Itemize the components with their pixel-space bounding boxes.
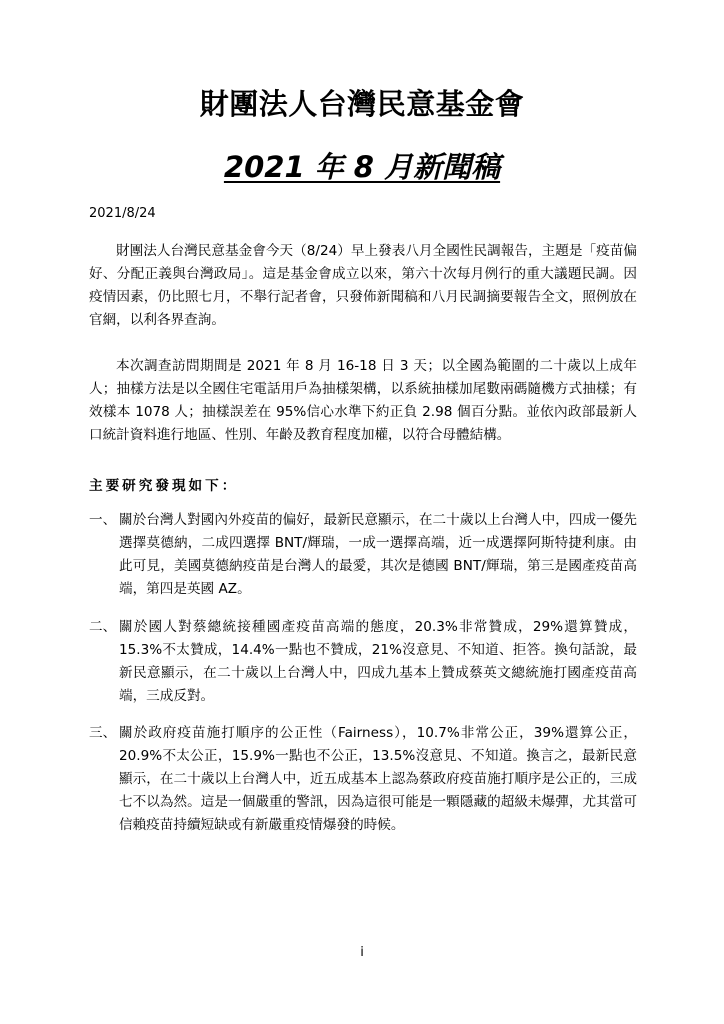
finding-text: 關於國人對蔡總統接種國產疫苗高端的態度，20.3%非常贊成，29%還算贊成，15.3%不太贊成，14.4%一點也不贊成，21%沒意見、不知道、拒答。換句話說，最新民意顯示，在二十歲以上台灣人中，四成九基本上贊成蔡英文總統施打國產疫苗高端，三成反對。 xyxy=(119,619,637,704)
intro-paragraph: 財團法人台灣民意基金會今天（8/24）早上發表八月全國性民調報告，主題是「疫苗偏好、分配正義與台灣政局」。這是基金會成立以來，第六十次每月例行的重大議題民調。因疫情因素，仍比照七月，不舉行記者會，只發佈新聞稿和八月民調摘要報告全文，照例放在官網，以利各界查詢。 xyxy=(89,243,637,328)
document-subtitle: 2021 年 8 月新聞稿 xyxy=(223,150,501,184)
finding-item xyxy=(89,722,637,837)
findings-heading: 主要研究發現如下： xyxy=(89,478,239,494)
finding-number: 一、 xyxy=(89,512,117,528)
finding-number: 二、 xyxy=(89,619,117,635)
release-date: 2021/8/24 xyxy=(89,206,156,221)
page-number: i xyxy=(360,945,364,960)
finding-text: 關於台灣人對國內外疫苗的偏好，最新民意顯示，在二十歲以上台灣人中，四成一優先選擇莫德納，二成四選擇 BNT/輝瑞，一成一選擇高端，近一成選擇阿斯特捷利康。由此可見，美國莫德納疫苗是台灣人的最愛，其次是德國 BNT/輝瑞，第三是國產疫苗高端，第四是英國 AZ。 xyxy=(119,512,637,597)
methodology-paragraph: 本次調查訪問期間是 2021 年 8 月 16-18 日 3 天；以全國為範圍的二十歲以上成年人；抽樣方法是以全國住宅電話用戶為抽樣架構，以系統抽樣加尾數兩碼隨機方式抽樣；有效樣本 1078 人；抽樣誤差在 95%信心水準下約正負 2.98 個百分點。並依內政部最新人口統計資料進行地區、性別、年齡及教育程度加權，以符合母體結構。 xyxy=(89,358,637,443)
finding-number: 三、 xyxy=(89,725,117,741)
finding-text: 關於政府疫苗施打順序的公正性（Fairness），10.7%非常公正，39%還算公正，20.9%不太公正，15.9%一點也不公正，13.5%沒意見、不知道。換言之，最新民意顯示，在二十歲以上台灣人中，近五成基本上認為蔡政府疫苗施打順序是公正的，三成七不以為然。這是一個嚴重的警訊，因為這很可能是一顆隱藏的超級未爆彈，尤其當可信賴疫苗持續短缺或有新嚴重疫情爆發的時候。 xyxy=(119,725,637,833)
finding-item xyxy=(89,616,637,708)
finding-item xyxy=(89,509,637,601)
document-title: 財團法人台灣民意基金會 xyxy=(199,87,525,121)
